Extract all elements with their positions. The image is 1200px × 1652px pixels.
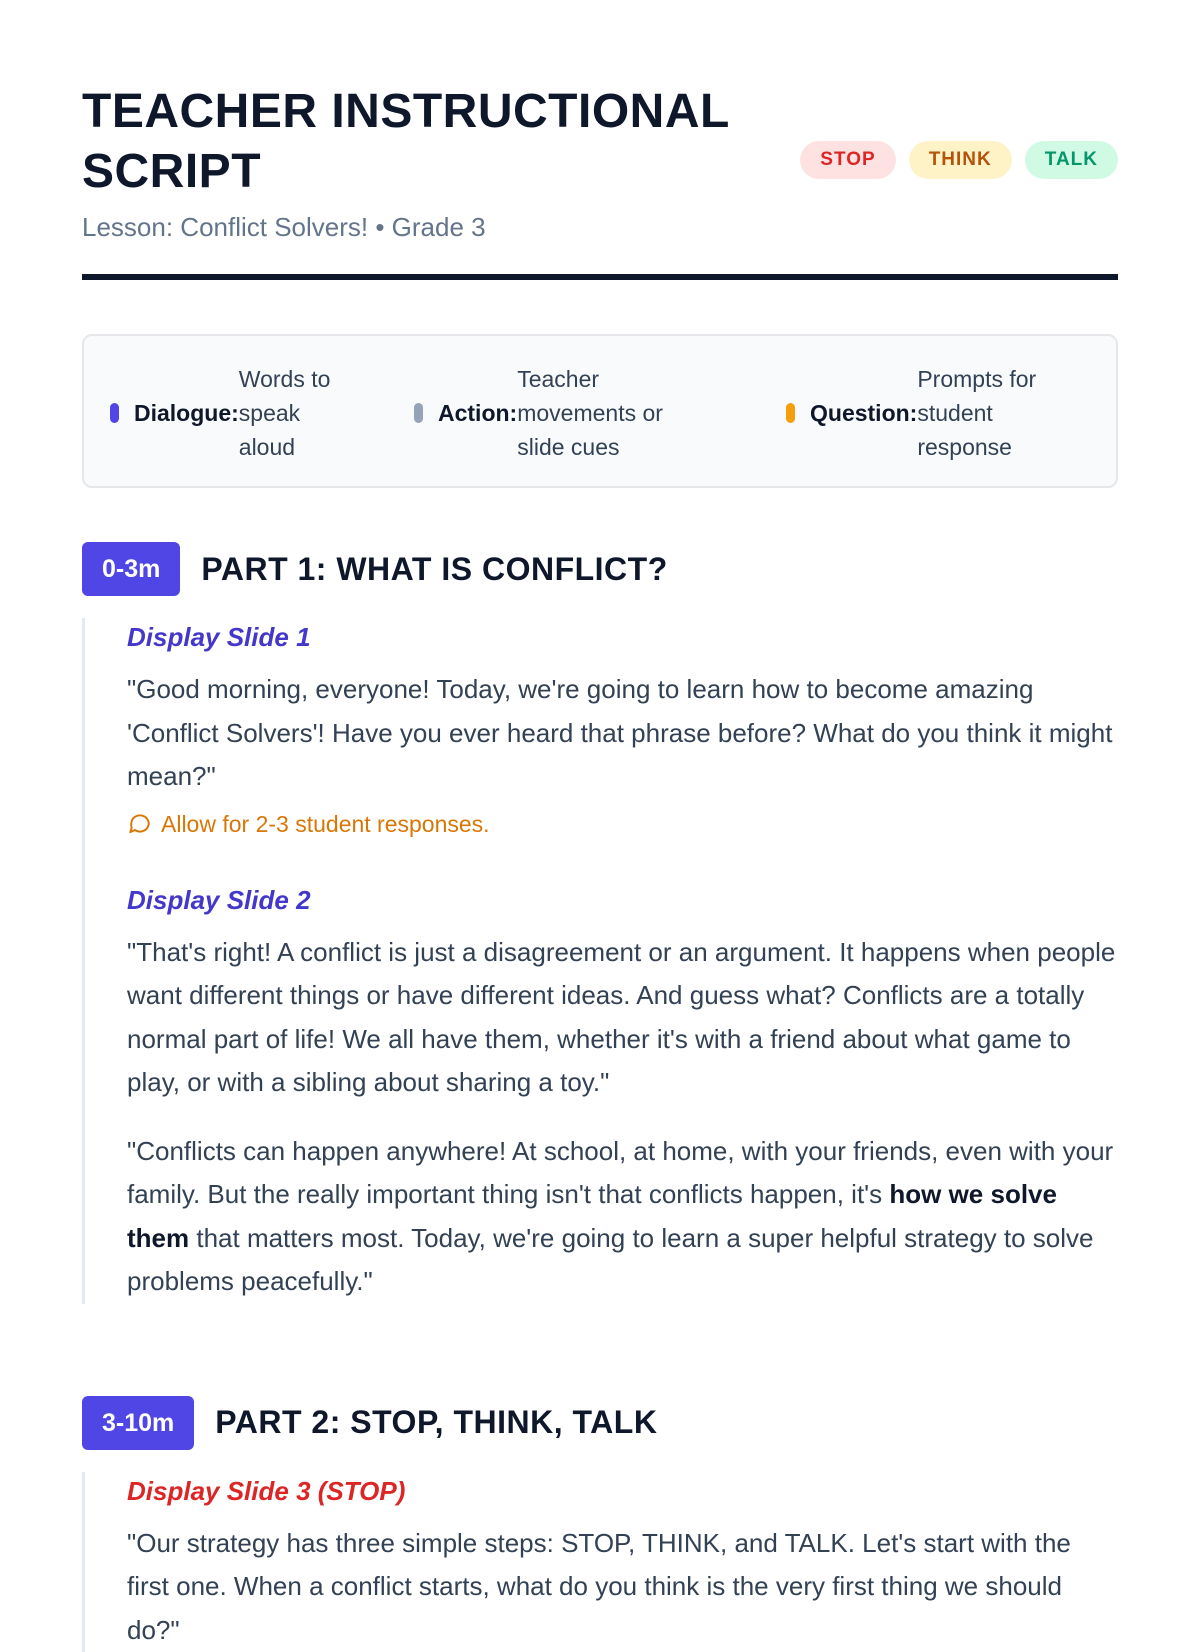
legend-dialogue — [110, 362, 349, 464]
slide-1-cue: Display Slide 1 — [127, 622, 1118, 652]
dialogue-3-emphasis: how we solve them — [127, 1179, 1057, 1253]
think-badge: THINK — [909, 141, 1012, 179]
part-2-body — [82, 1472, 1118, 1652]
part-1-dialogue-1: "Good morning, everyone! Today, we're going to learn how to become amazing 'Conflict Solvers'! Have you ever heard that phrase before? What do you think it might mean?" — [127, 668, 1118, 799]
part-1-header — [82, 542, 1118, 596]
part-1-note-text: Allow for 2-3 student responses. — [161, 809, 490, 839]
part-1-dialogue-3 — [127, 1130, 1118, 1304]
dialogue-marker-icon — [110, 403, 119, 423]
legend-box — [82, 334, 1118, 488]
strategy-badges — [800, 141, 1118, 179]
dialogue-3-text-b: that matters most. Today, we're going to learn a super helpful strategy to solve problems peacefully." — [127, 1223, 1094, 1297]
part-1-section — [82, 542, 1118, 1304]
slide-2-cue: Display Slide 2 — [127, 885, 1118, 915]
part-1-time-badge: 0-3m — [82, 542, 180, 596]
part-2-section — [82, 1396, 1118, 1652]
legend-action — [414, 362, 687, 464]
action-marker-icon — [414, 403, 423, 423]
part-1-body — [82, 618, 1118, 1304]
legend-action-desc: Teacher movements or slide cues — [517, 362, 687, 464]
part-2-header — [82, 1396, 1118, 1450]
talk-badge: TALK — [1025, 141, 1118, 179]
header-divider — [82, 274, 1118, 280]
part-2-time-badge: 3-10m — [82, 1396, 194, 1450]
stop-badge: STOP — [800, 141, 895, 179]
legend-dialogue-desc: Words to speak aloud — [239, 362, 349, 464]
dialogue-3-text-a: "Conflicts can happen anywhere! At school, at home, with your friends, even with your family. But the really important thing isn't that conflicts happen, it's — [127, 1136, 1113, 1210]
page-header — [82, 0, 1118, 280]
legend-dialogue-label: Dialogue: — [134, 400, 239, 427]
part-1-title: PART 1: WHAT IS CONFLICT? — [201, 551, 667, 588]
part-1-dialogue-2: "That's right! A conflict is just a disagreement or an argument. It happens when people want different things or have different ideas. And guess what? Conflicts are a totally normal part of life! We all have them, whether it's with a friend about what game to play, or with a sibling about sharing a toy." — [127, 931, 1118, 1105]
part-2-title: PART 2: STOP, THINK, TALK — [215, 1404, 657, 1441]
speech-bubble-icon — [127, 811, 153, 837]
part-1-question-note — [127, 809, 1118, 839]
page-title: TEACHER INSTRUCTIONAL SCRIPT — [82, 82, 782, 202]
lesson-subtitle: Lesson: Conflict Solvers! • Grade 3 — [82, 212, 1118, 242]
question-marker-icon — [786, 403, 795, 423]
part-2-dialogue-1: "Our strategy has three simple steps: STOP, THINK, and TALK. Let's start with the first one. When a conflict starts, what do you think is the very first thing we should do?" — [127, 1522, 1118, 1652]
legend-question-label: Question: — [810, 400, 917, 427]
legend-action-label: Action: — [438, 400, 517, 427]
legend-question-desc: Prompts for student response — [917, 362, 1057, 464]
legend-question — [786, 362, 1057, 464]
slide-3-cue: Display Slide 3 (STOP) — [127, 1476, 1118, 1506]
